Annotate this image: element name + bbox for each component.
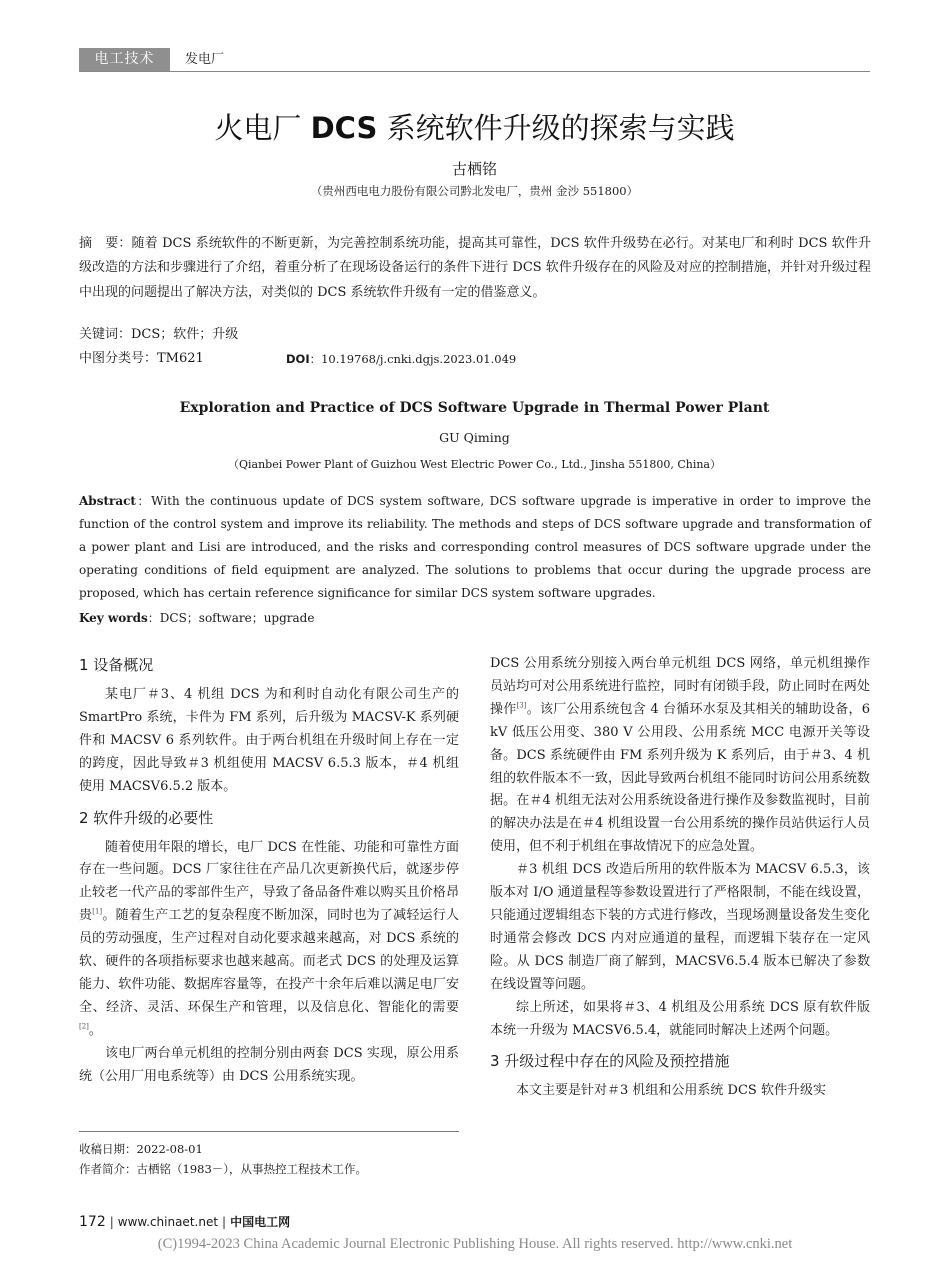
abstract-english-text: ：With the continuous update of DCS system software, DCS software upgrade is imperative in order to improve the function of the control system and improve its reliability. The methods and steps of DCS software upgrade and transformation of a power plant and Lisi are introduced, and the risks and corresponding control measures of DCS software upgrade under the operating conditions of field equipment are analyzed. The solutions to problems that occur during the upgrade process are proposed, which has certain reference significance for similar DCS system software upgrades. bbox=[79, 494, 871, 600]
section-3-paragraph-1: 本文主要是针对＃3 机组和公用系统 DCS 软件升级实 bbox=[516, 1083, 826, 1099]
right-paragraph-1 bbox=[490, 653, 870, 859]
affiliation: （贵州西电电力股份有限公司黔北发电厂，贵州 金沙 551800） bbox=[310, 184, 639, 198]
paper-title-english: Exploration and Practice of DCS Software Upgrade in Thermal Power Plant bbox=[179, 400, 770, 416]
doi bbox=[286, 348, 516, 370]
section-2-paragraph-1 bbox=[79, 837, 459, 1043]
r-p1-part-b: 。该厂公用系统包含 4 台循环水泵及其相关的辅助设备，6 kV 低压公用变、380 V 公用段、公用系统 MCC 电源开关等设备。DCS 系统硬件由 FM 系列升级为 K 系列后，由于＃3、4 机组的软件版本不一致，因此导致两台机组不能同时访问公用系统数据。在＃4 机组无法对公用系统设备进行操作及参数监视时，目前的解决办法是在＃4 机组设置一台公用系统的操作员站供运行人员使用，但不利于机组在事故情况下的应急处置。 bbox=[490, 701, 870, 855]
section-1-heading: 1 设备概况 bbox=[79, 656, 154, 674]
keywords-english bbox=[79, 607, 314, 629]
footnote-author-bio: 作者简介：古栖铭（1983－），从事热控工程技术工作。 bbox=[79, 1162, 368, 1176]
author-name-english: GU Qiming bbox=[439, 430, 510, 445]
right-paragraph-3: 综上所述，如果将＃3、4 机组及公用系统 DCS 原有软件版本统一升级为 MACSV6.5.4，就能同时解决上述两个问题。 bbox=[490, 999, 870, 1038]
right-column bbox=[490, 653, 870, 1103]
title-part-1: 火电厂 bbox=[214, 111, 311, 145]
keywords-label: Key words bbox=[79, 611, 148, 625]
left-column bbox=[79, 654, 459, 1089]
citation-ref-3: [3] bbox=[516, 701, 527, 710]
footer-brand: 中国电工网 bbox=[230, 1215, 291, 1229]
s2-p1-part-b: 。随着生产工艺的复杂程度不断加深，同时也为了减轻运行人员的劳动强度，生产过程对自动化要求越来越高，对 DCS 系统的软、硬件的各项指标要求也越来越高。而老式 DCS 的处理及运算能力、软件功能、数据库容量等，在投产十余年后难以满足电厂安全、经济、灵活、环保生产和管理，以及信息化、智能化的需要 bbox=[79, 908, 459, 1015]
section-label: 发电厂 bbox=[185, 52, 225, 67]
section-3-heading: 3 升级过程中存在的风险及预控措施 bbox=[490, 1052, 730, 1071]
citation-ref-1: [1] bbox=[92, 907, 103, 916]
journal-section-tag: 电工技术 bbox=[79, 48, 170, 71]
title-part-bold: DCS bbox=[310, 111, 378, 145]
footnote-received-date: 收稿日期：2022-08-01 bbox=[79, 1142, 203, 1156]
page-footer: 172 | www.chinaet.net | 中国电工网 bbox=[79, 1214, 291, 1230]
paper-title bbox=[79, 108, 870, 148]
section-1-paragraph-1: 某电厂＃3、4 机组 DCS 为和利时自动化有限公司生产的 SmartPro 系统，卡件为 FM 系列，后升级为 MACSV-K 系列硬件和 MACSV 6 系列软件。由于两台机组在升级时间上存在一定的跨度，因此导致＃3 机组使用 MACSV 6.5.3 版本，＃4 机组使用 MACSV6.5.2 版本。 bbox=[79, 687, 459, 794]
s2-p1-part-c: 。 bbox=[88, 1022, 102, 1038]
classification-number: 中图分类号：TM621 bbox=[79, 351, 204, 366]
doi-value: ：10.19768/j.cnki.dgjs.2023.01.049 bbox=[309, 352, 517, 366]
keywords-english-text: ：DCS；software；upgrade bbox=[147, 611, 315, 625]
abstract-chinese: 摘 要：随着 DCS 系统软件的不断更新，为完善控制系统功能，提高其可靠性，DCS 软件升级势在必行。对某电厂和利时 DCS 软件升级改造的方法和步骤进行了介绍，着重分析了在现场设备运行的条件下进行 DCS 软件升级存在的风险及对应的控制措施，并针对升级过程中出现的问题提出了解决方法，对类似的 DCS 系统软件升级有一定的借鉴意义。 bbox=[79, 236, 871, 300]
running-header bbox=[79, 48, 870, 72]
page-number: 172 bbox=[79, 1214, 106, 1230]
footnote-divider bbox=[79, 1131, 459, 1132]
doi-label: DOI bbox=[286, 352, 310, 366]
section-2-paragraph-2: 该电厂两台单元机组的控制分别由两套 DCS 实现，原公用系统（公用厂用电系统等）由 DCS 公用系统实现。 bbox=[79, 1045, 459, 1084]
keywords-chinese: 关键词：DCS；软件；升级 bbox=[79, 327, 239, 342]
s2-p1-part-a: 随着使用年限的增长，电厂 DCS 在性能、功能和可靠性方面存在一些问题。DCS 厂家往往在产品几次更新换代后，就逐步停止较老一代产品的零部件生产，导致了备品备件难以购买且价格昂贵 bbox=[79, 839, 459, 924]
abstract-english bbox=[79, 490, 871, 605]
author-name: 古栖铭 bbox=[451, 160, 497, 178]
section-2-heading: 2 软件升级的必要性 bbox=[79, 808, 214, 827]
citation-ref-2: [2] bbox=[79, 1022, 89, 1031]
r-p1-part-a: DCS 公用系统分别接入两台单元机组 DCS 网络，单元机组操作员站均可对公用系统进行监控，同时有闭锁手段，防止同时在两处操作 bbox=[490, 656, 870, 717]
abstract-label: Abstract bbox=[79, 494, 136, 508]
copyright-watermark: (C)1994-2023 China Academic Journal Electronic Publishing House. All rights reserved. http://www.cnki.net bbox=[157, 1236, 793, 1252]
title-part-2: 系统软件升级的探索与实践 bbox=[377, 111, 735, 145]
affiliation-english: （Qianbei Power Plant of Guizhou West Electric Power Co., Ltd., Jinsha 551800, China） bbox=[228, 458, 721, 471]
footer-website-link[interactable]: www.chinaet.net bbox=[117, 1215, 219, 1229]
right-paragraph-2: ＃3 机组 DCS 改造后所用的软件版本为 MACSV 6.5.3，该版本对 I/O 通道量程等参数设置进行了严格限制，不能在线设置，只能通过逻辑组态下装的方式进行修改，当现场测量设备发生变化时通常会修改 DCS 内对应通道的量程，而逻辑下装存在一定风险。从 DCS 制造厂商了解到，MACSV6.5.4 版本已解决了参数在线设置等问题。 bbox=[490, 862, 870, 992]
